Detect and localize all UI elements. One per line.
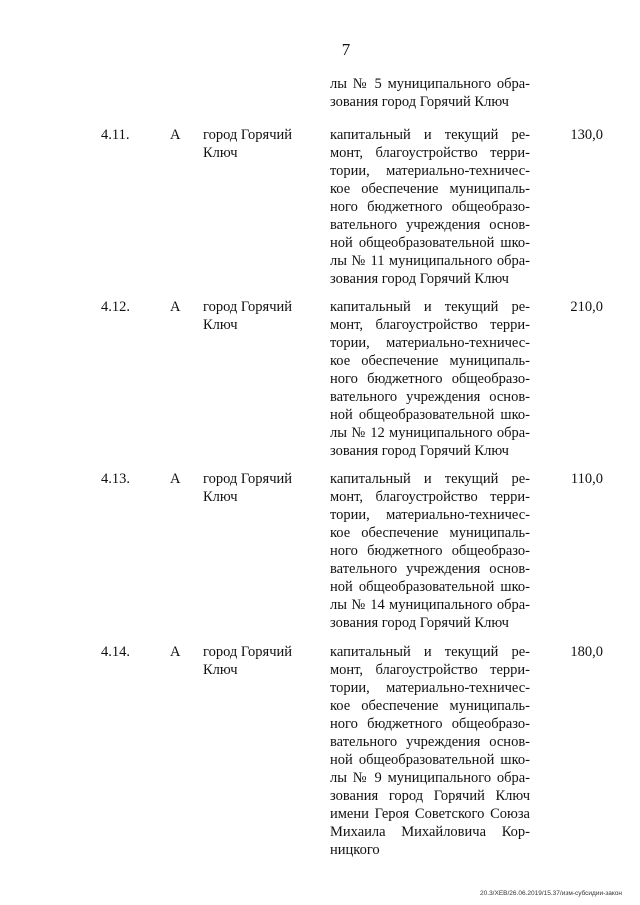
town-line: Ключ — [203, 145, 238, 161]
row-number: 4.11. — [101, 127, 130, 143]
desc-line: вательного учреждения основ- — [330, 217, 530, 233]
desc-line: кое обеспечение муниципаль- — [330, 525, 530, 541]
desc-line: ного бюджетного общеобразо- — [330, 371, 530, 387]
row-category: А — [170, 127, 181, 143]
desc-line: капитальный и текущий ре- — [330, 644, 530, 660]
row-town — [203, 470, 313, 506]
row-number: 4.12. — [101, 299, 130, 315]
desc-line: капитальный и текущий ре- — [330, 299, 530, 315]
row-number: 4.14. — [101, 644, 130, 660]
carryover-line: зования город Горячий Ключ — [330, 94, 509, 110]
desc-line: лы № 14 муниципального обра- — [330, 597, 530, 613]
row-number: 4.13. — [101, 471, 130, 487]
desc-line: капитальный и текущий ре- — [330, 471, 530, 487]
desc-line: зования город Горячий Ключ — [330, 788, 530, 804]
row-amount: 180,0 — [570, 644, 603, 660]
desc-line: кое обеспечение муниципаль- — [330, 181, 530, 197]
desc-line: вательного учреждения основ- — [330, 389, 530, 405]
row-description — [330, 643, 530, 859]
desc-line: тории, материально-техничес- — [330, 507, 530, 523]
desc-line: тории, материально-техничес- — [330, 163, 530, 179]
row-amount: 130,0 — [570, 127, 603, 143]
desc-line: вательного учреждения основ- — [330, 734, 530, 750]
desc-line: лы № 12 муниципального обра- — [330, 425, 530, 441]
desc-line: монт, благоустройство терри- — [330, 489, 530, 505]
row-category: А — [170, 299, 181, 315]
town-line: Ключ — [203, 662, 238, 678]
town-line: Ключ — [203, 489, 238, 505]
row-category: А — [170, 644, 181, 660]
carryover-text — [330, 75, 530, 111]
carryover-line: лы № 5 муниципального обра- — [330, 76, 530, 92]
row-amount: 210,0 — [570, 299, 603, 315]
town-line: город Горячий — [203, 127, 293, 143]
desc-line: тории, материально-техничес- — [330, 335, 530, 351]
desc-line: капитальный и текущий ре- — [330, 127, 530, 143]
town-line: город Горячий — [203, 299, 293, 315]
row-town — [203, 643, 313, 679]
desc-line: монт, благоустройство терри- — [330, 662, 530, 678]
town-line: город Горячий — [203, 644, 293, 660]
row-description — [330, 470, 530, 632]
row-description — [330, 126, 530, 288]
desc-line: ного бюджетного общеобразо- — [330, 716, 530, 732]
desc-line: ной общеобразовательной шко- — [330, 579, 530, 595]
page-number: 7 — [341, 40, 351, 59]
desc-line: Михаила Михайловича Кор- — [330, 824, 530, 840]
desc-line: тории, материально-техничес- — [330, 680, 530, 696]
desc-line: кое обеспечение муниципаль- — [330, 698, 530, 714]
town-line: Ключ — [203, 317, 238, 333]
row-town — [203, 126, 313, 162]
row-category: А — [170, 471, 181, 487]
desc-line: монт, благоустройство терри- — [330, 317, 530, 333]
desc-line: кое обеспечение муниципаль- — [330, 353, 530, 369]
desc-line: ницкого — [330, 842, 380, 858]
desc-line: зования город Горячий Ключ — [330, 443, 509, 459]
desc-line: зования город Горячий Ключ — [330, 271, 509, 287]
desc-line: имени Героя Советского Союза — [330, 806, 530, 822]
desc-line: лы № 9 муниципального обра- — [330, 770, 530, 786]
desc-line: монт, благоустройство терри- — [330, 145, 530, 161]
desc-line: ного бюджетного общеобразо- — [330, 543, 530, 559]
desc-line: ного бюджетного общеобразо- — [330, 199, 530, 215]
row-amount: 110,0 — [570, 471, 603, 487]
footer-code: 20.3/ХЕВ/26.06.2019/15.37/изм-субсидии-закон — [480, 890, 622, 897]
row-description — [330, 298, 530, 460]
row-town — [203, 298, 313, 334]
town-line: город Горячий — [203, 471, 293, 487]
desc-line: лы № 11 муниципального обра- — [330, 253, 530, 269]
desc-line: ной общеобразовательной шко- — [330, 235, 530, 251]
desc-line: вательного учреждения основ- — [330, 561, 530, 577]
desc-line: зования город Горячий Ключ — [330, 615, 509, 631]
desc-line: ной общеобразовательной шко- — [330, 407, 530, 423]
desc-line: ной общеобразовательной шко- — [330, 752, 530, 768]
